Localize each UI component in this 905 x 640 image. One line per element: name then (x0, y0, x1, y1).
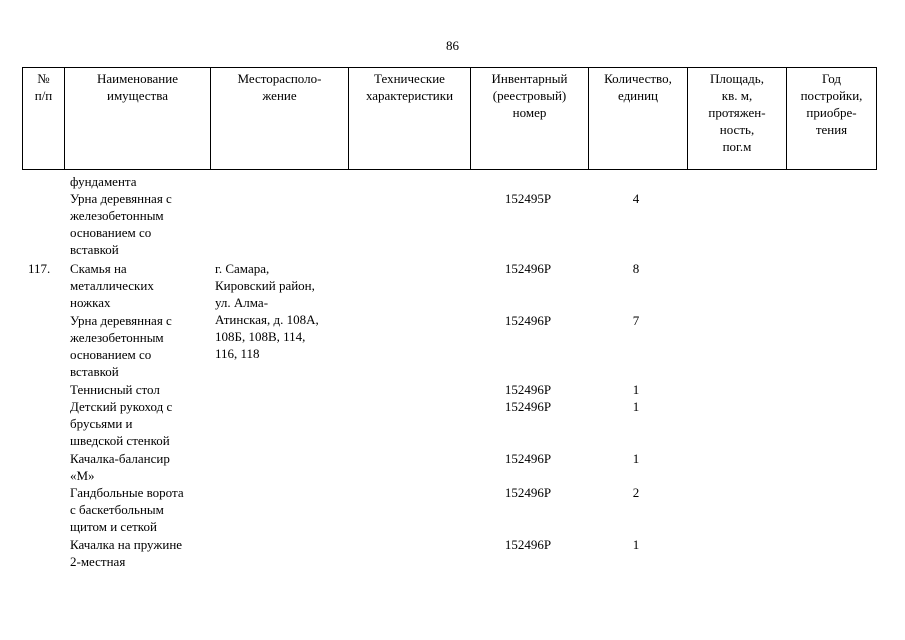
row-name: Урна деревянная с железобетонным основанием со вставкой (70, 313, 172, 379)
row-name: Скамья на металлических ножках (70, 261, 154, 310)
row-inventory: 152496Р (504, 537, 552, 552)
row-quantity: 1 (632, 382, 640, 397)
property-table-header (22, 67, 877, 170)
row-name: фундамента (70, 174, 137, 189)
row-name: Детский рукоход с брусьями и шведской стенкой (70, 399, 173, 448)
row-inventory: 152496Р (504, 485, 552, 500)
row-inventory: 152496Р (504, 261, 552, 276)
header-year: Год постройки, приобре- тения (787, 68, 877, 170)
header-number: № п/п (23, 68, 65, 170)
row-inventory: 152496Р (504, 451, 552, 466)
header-characteristics: Технические характеристики (349, 68, 471, 170)
row-quantity: 7 (632, 313, 640, 328)
row-location: г. Самара, Кировский район, ул. Алма- Атинская, д. 108А, 108Б, 108В, 114, 116, 118 (215, 261, 319, 361)
header-name: Наименование имущества (65, 68, 211, 170)
row-quantity: 1 (632, 451, 640, 466)
header-location: Месторасполо- жение (211, 68, 349, 170)
row-quantity: 2 (632, 485, 640, 500)
row-name: Теннисный стол (70, 382, 160, 397)
header-quantity: Количество, единиц (589, 68, 688, 170)
row-inventory: 152495Р (504, 191, 552, 206)
header-area: Площадь, кв. м, протяжен- ность, пог.м (688, 68, 787, 170)
row-quantity: 1 (632, 537, 640, 552)
row-quantity: 1 (632, 399, 640, 414)
row-inventory: 152496Р (504, 399, 552, 414)
page-number: 86 (446, 38, 459, 53)
row-name: Гандбольные ворота с баскетбольным щитом и сеткой (70, 485, 184, 534)
row-inventory: 152496Р (504, 382, 552, 397)
row-quantity: 8 (632, 261, 640, 276)
row-quantity: 4 (632, 191, 640, 206)
row-inventory: 152496Р (504, 313, 552, 328)
header-inventory-number: Инвентарный (реестровый) номер (471, 68, 589, 170)
row-name: Урна деревянная с железобетонным основанием со вставкой (70, 191, 172, 257)
row-name: Качалка-балансир «М» (70, 451, 170, 483)
row-number: 117. (28, 261, 51, 276)
row-name: Качалка на пружине 2-местная (70, 537, 183, 569)
